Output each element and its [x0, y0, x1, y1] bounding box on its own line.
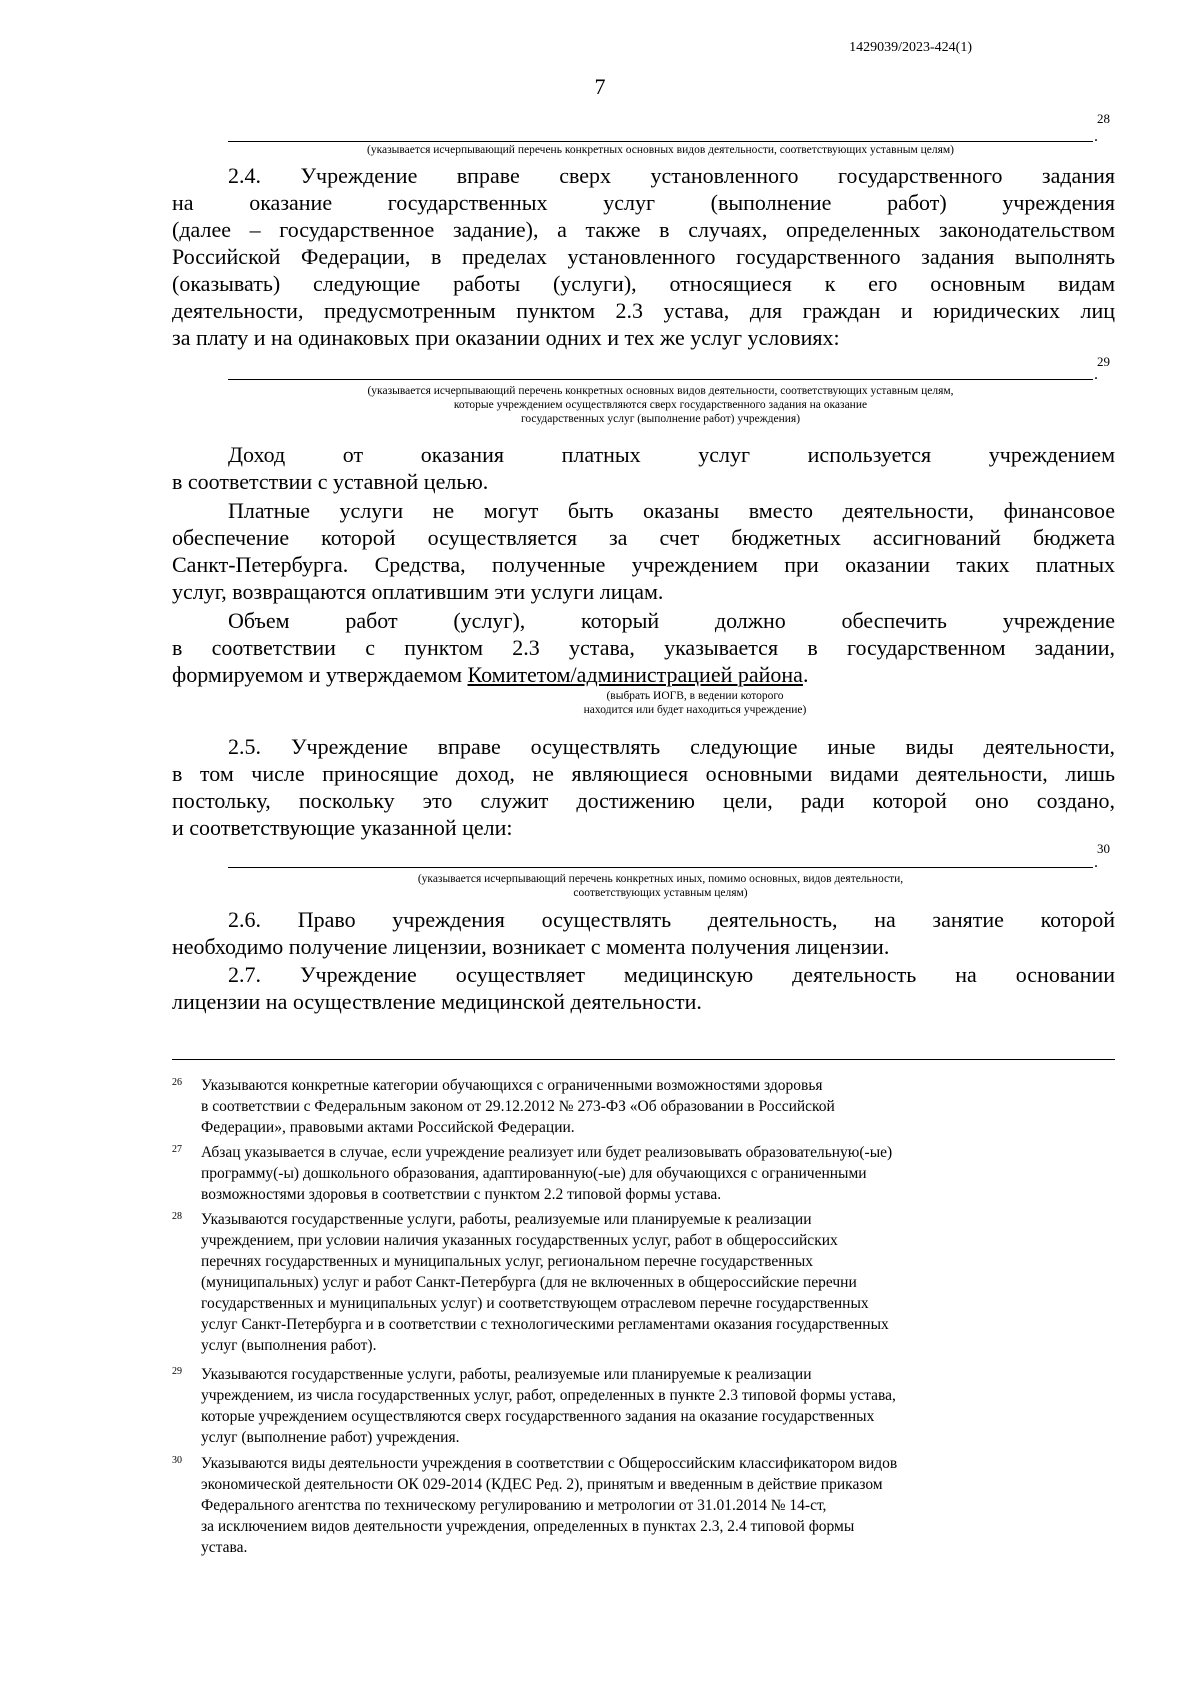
footnote-line: Федерального агентства по техническому регулированию и метрологии от 31.01.2014 № 14-ст, [201, 1497, 827, 1514]
footnote-line: Федерации», правовыми актами Российской Федерации. [201, 1119, 575, 1136]
fill-in-line-29 [228, 378, 1093, 380]
text-segment: формируемом и утверждаемом [172, 662, 468, 687]
footnote-line: учреждением, из числа государственных услуг, работ, определенных в пункте 2.3 типовой формы устава, [201, 1387, 896, 1404]
footnote-line: Абзац указывается в случае, если учреждение реализует или будет реализовывать образовательную(-ые) [201, 1144, 893, 1161]
caption-line: (выбрать ИОГВ, в ведении которого [606, 690, 784, 702]
footnote-line: устава. [201, 1539, 248, 1556]
footnote-text [201, 1209, 1115, 1356]
paragraph-line: 2.6. Право учреждения осуществлять деятельность, на занятие которой [228, 907, 1115, 932]
footnote-29 [172, 1364, 1115, 1448]
footnote-line: Указываются государственные услуги, работы, реализуемые или планируемые к реализации [201, 1366, 812, 1383]
caption-authority [520, 689, 870, 717]
caption-line: (указывается исчерпывающий перечень конкретных иных, помимо основных, видов деятельности, [417, 873, 904, 885]
paragraph-line: в том числе приносящие доход, не являющиеся основными видами деятельности, лишь [172, 761, 1115, 786]
footnote-line: которые учреждением осуществляются сверх государственного задания на оказание государственных [201, 1408, 875, 1425]
caption-line: государственных услуг (выполнение работ) учреждения) [520, 413, 801, 425]
footnote-line: (муниципальных) услуг и работ Санкт-Петербурга (для не включенных в общероссийские перечни [201, 1274, 857, 1291]
footnote-mark: 30 [172, 1455, 182, 1466]
footnote-text [201, 1075, 1115, 1138]
paragraph-line: 2.7. Учреждение осуществляет медицинскую деятельность на основании [228, 962, 1115, 987]
paragraph-line: за плату и на одинаковых при оказании одних и тех же услуг условиях: [172, 325, 840, 350]
footnote-line: услуг (выполнения работ). [201, 1337, 377, 1354]
line-end-dot: . [1094, 854, 1098, 871]
caption-28: (указывается исчерпывающий перечень конкретных основных видов деятельности, соответствующих уставным целям) [366, 144, 954, 156]
footnote-line: учреждением, при условии наличия указанных государственных услуг, работ в общероссийских [201, 1232, 838, 1249]
footnote-27 [172, 1142, 1115, 1205]
footnote-line: государственных и муниципальных услуг) и соответствующем отраслевом перечне государственных [201, 1295, 869, 1312]
footnote-26 [172, 1075, 1115, 1138]
paragraph-line: Санкт-Петербурга. Средства, полученные учреждением при оказании таких платных [172, 552, 1115, 577]
footnote-28 [172, 1209, 1115, 1356]
paragraph-line: (оказывать) следующие работы (услуги), относящиеся к его основным видам [172, 271, 1115, 296]
paragraph-line: Платные услуги не могут быть оказаны вместо деятельности, финансовое [228, 498, 1115, 523]
paragraph-line: лицензии на осуществление медицинской деятельности. [172, 989, 702, 1014]
footnote-line: возможностями здоровья в соответствии с пунктом 2.2 типовой формы устава. [201, 1186, 722, 1203]
footnote-text [201, 1364, 1115, 1448]
document-number: 1429039/2023-424(1) [849, 40, 972, 55]
footnote-text [201, 1142, 1115, 1205]
footnote-ref-30: 30 [1097, 841, 1110, 856]
footnote-line: программу(-ы) дошкольного образования, адаптированную(-ые) для обучающихся с ограниченными [201, 1165, 867, 1182]
paragraph-line [172, 661, 1115, 688]
paragraph-line: постольку, поскольку это служит достижению цели, ради которой оно создано, [172, 788, 1115, 813]
paragraph-line: 2.4. Учреждение вправе сверх установленного государственного задания [228, 163, 1115, 188]
text-segment: . [802, 662, 809, 687]
caption-29 [228, 384, 1093, 426]
footnote-text [201, 1453, 1115, 1558]
paragraph-line: Российской Федерации, в пределах установленного государственного задания выполнять [172, 244, 1115, 269]
footnote-line: Указываются конкретные категории обучающихся с ограниченными возможностями здоровья [201, 1077, 823, 1094]
paragraph-line: услуг, возвращаются оплатившим эти услуги лицам. [172, 579, 664, 604]
footnote-line: в соответствии с Федеральным законом от 29.12.2012 № 273-ФЗ «Об образовании в Российской [201, 1098, 835, 1115]
footnote-line: экономической деятельности ОК 029-2014 (КДЕС Ред. 2), принятым и введенным в действие приказом [201, 1476, 883, 1493]
underlined-authority: Комитетом/администрацией района [467, 662, 803, 687]
footnote-mark: 27 [172, 1144, 182, 1155]
footnote-line: Указываются виды деятельности учреждения в соответствии с Общероссийским классификатором видов [201, 1455, 898, 1472]
caption-line: находится или будет находиться учреждение) [583, 704, 807, 716]
paragraph-line: в соответствии с уставной целью. [172, 469, 489, 494]
footnote-line: услуг (выполнение работ) учреждения. [201, 1429, 460, 1446]
footnote-mark: 29 [172, 1366, 182, 1377]
fill-in-line-30 [228, 866, 1093, 868]
paragraph-line: на оказание государственных услуг (выполнение работ) учреждения [172, 190, 1115, 215]
caption-line: соответствующих уставным целям) [573, 887, 748, 899]
footnote-line: перечнях государственных и муниципальных услуг, региональном перечне государственных [201, 1253, 813, 1270]
footnote-mark: 26 [172, 1077, 182, 1088]
paragraph-line: и соответствующие указанной цели: [172, 815, 513, 840]
page-number: 7 [594, 74, 606, 99]
caption-line: которые учреждением осуществляются сверх государственного задания на оказание [453, 399, 868, 411]
paragraph-line: 2.5. Учреждение вправе осуществлять следующие иные виды деятельности, [228, 734, 1115, 759]
footnote-separator [172, 1059, 1115, 1060]
paragraph-line: в соответствии с пунктом 2.3 устава, указывается в государственном задании, [172, 635, 1115, 660]
footnote-mark: 28 [172, 1211, 182, 1222]
footnote-line: за исключением видов деятельности учреждения, определенных в пунктах 2.3, 2.4 типовой формы [201, 1518, 855, 1535]
caption-30 [228, 872, 1093, 900]
fill-in-line-28 [228, 140, 1093, 142]
paragraph-line: необходимо получение лицензии, возникает с момента получения лицензии. [172, 934, 890, 959]
footnote-line: Указываются государственные услуги, работы, реализуемые или планируемые к реализации [201, 1211, 812, 1228]
footnote-line: услуг Санкт-Петербурга и в соответствии с технологическими регламентами оказания государственных [201, 1316, 889, 1333]
paragraph-line: (далее – государственное задание), а также в случаях, определенных законодательством [172, 217, 1115, 242]
footnote-ref-29: 29 [1097, 354, 1110, 369]
line-end-dot: . [1094, 128, 1098, 145]
line-end-dot: . [1094, 366, 1098, 383]
paragraph-line: Доход от оказания платных услуг используется учреждением [228, 442, 1115, 467]
footnote-30 [172, 1453, 1115, 1558]
footnote-ref-28: 28 [1097, 111, 1110, 126]
paragraph-line: Объем работ (услуг), который должно обеспечить учреждение [228, 608, 1115, 633]
caption-line: (указывается исчерпывающий перечень конкретных основных видов деятельности, соответствующих уставным целям, [367, 385, 954, 397]
paragraph-line: обеспечение которой осуществляется за счет бюджетных ассигнований бюджета [172, 525, 1115, 550]
paragraph-line: деятельности, предусмотренным пунктом 2.3 устава, для граждан и юридических лиц [172, 298, 1115, 323]
